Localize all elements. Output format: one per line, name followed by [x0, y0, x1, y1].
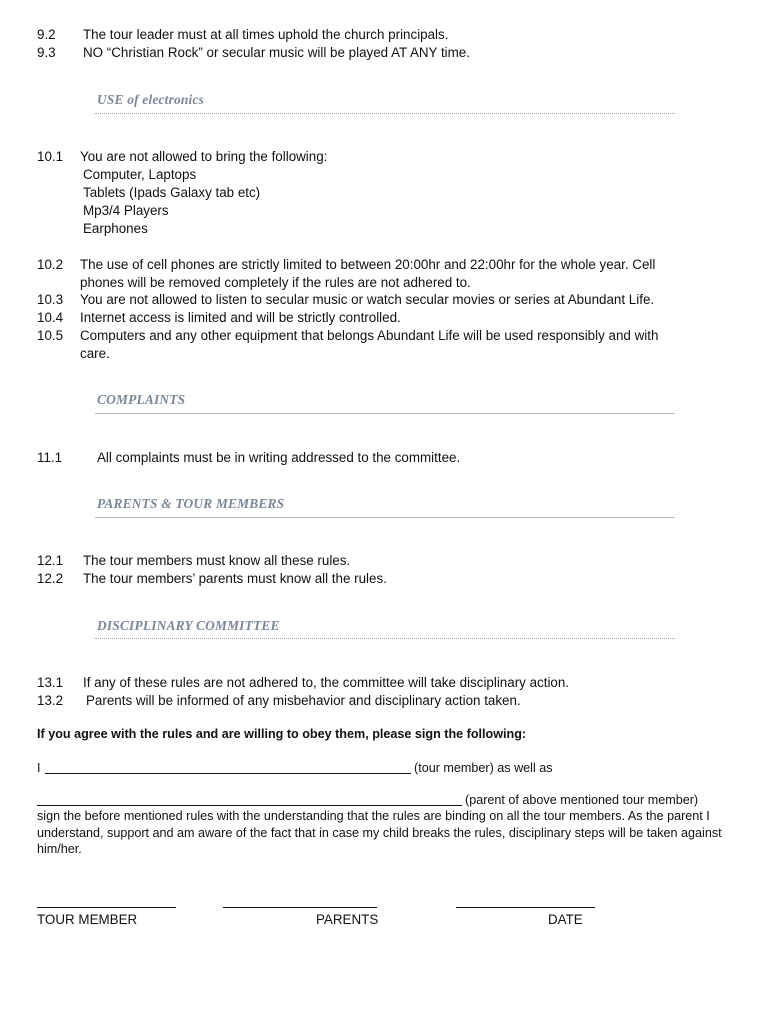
date-signature-line[interactable] [456, 907, 595, 908]
rule-number-13-1: 13.1 [37, 675, 64, 690]
section-heading-electronics: USE of electronics [97, 92, 204, 107]
rule-number-12-1: 12.1 [37, 553, 64, 568]
rule-text-10-4: Internet access is limited and will be strictly controlled. [80, 310, 401, 325]
section-divider-disciplinary [95, 638, 675, 639]
rule-number-10-1: 10.1 [37, 149, 64, 164]
list-item-tablets: Tablets (Ipads Galaxy tab etc) [83, 185, 261, 200]
rule-text-9-2: The tour leader must at all times uphold the church principals. [83, 27, 449, 42]
rule-number-10-3: 10.3 [37, 292, 64, 307]
rule-text-10-2-line2: phones will be removed completely if the rules are not adhered to. [80, 275, 471, 290]
rule-number-9-3: 9.3 [37, 45, 56, 60]
parent-name-line[interactable] [37, 805, 462, 806]
rule-text-12-1: The tour members must know all these rules. [83, 553, 351, 568]
rule-number-10-5: 10.5 [37, 328, 64, 343]
rule-text-9-3: NO “Christian Rock” or secular music will be played AT ANY time. [83, 45, 470, 60]
parents-label: PARENTS [316, 912, 379, 927]
agreement-paragraph: sign the before mentioned rules with the understanding that the rules are binding on all the tour members. As the parent I understand, support and am aware of the fact that in case my child breaks the rules, disciplinary steps will be taken against him/her. [37, 809, 722, 856]
parents-signature-line[interactable] [223, 907, 377, 908]
rule-text-10-1: You are not allowed to bring the following: [80, 149, 328, 164]
tour-member-label: TOUR MEMBER [37, 912, 138, 927]
rule-number-13-2: 13.2 [37, 693, 64, 708]
rule-number-12-2: 12.2 [37, 571, 64, 586]
tour-member-signature-line[interactable] [37, 907, 176, 908]
rule-text-11-1: All complaints must be in writing addressed to the committee. [97, 450, 461, 465]
list-item-earphones: Earphones [83, 221, 148, 236]
rule-text-13-1: If any of these rules are not adhered to, the committee will take disciplinary action. [83, 675, 570, 690]
section-heading-parents: PARENTS & TOUR MEMBERS [97, 496, 285, 511]
section-divider-parents [95, 517, 675, 518]
section-heading-disciplinary: DISCIPLINARY COMMITTEE [97, 618, 280, 633]
list-item-mp3: Mp3/4 Players [83, 203, 169, 218]
rule-text-10-5-line1: Computers and any other equipment that belongs Abundant Life will be used responsibly and with [80, 328, 659, 343]
date-label: DATE [548, 912, 583, 927]
rule-number-10-2: 10.2 [37, 257, 64, 272]
tour-member-suffix: (tour member) as well as [414, 761, 553, 775]
rule-number-9-2: 9.2 [37, 27, 56, 42]
section-divider-electronics [95, 113, 675, 114]
rule-text-12-2: The tour members’ parents must know all the rules. [83, 571, 387, 586]
rule-text-10-5-line2: care. [80, 346, 110, 361]
agreement-intro: If you agree with the rules and are willing to obey them, please sign the following: [37, 727, 527, 741]
parent-suffix: (parent of above mentioned tour member) [465, 793, 699, 807]
section-heading-complaints: COMPLAINTS [97, 392, 186, 407]
list-item-computer: Computer, Laptops [83, 167, 197, 182]
rule-text-10-3: You are not allowed to listen to secular music or watch secular movies or series at Abundant Life. [80, 292, 655, 307]
rule-number-10-4: 10.4 [37, 310, 64, 325]
rule-text-13-2: Parents will be informed of any misbehavior and disciplinary action taken. [86, 693, 521, 708]
agreement-i-label: I [37, 761, 41, 775]
tour-member-name-line[interactable] [45, 773, 411, 774]
section-divider-complaints [95, 413, 675, 414]
rule-number-11-1: 11.1 [37, 450, 63, 465]
rule-text-10-2-line1: The use of cell phones are strictly limited to between 20:00hr and 22:00hr for the whole year. Cell [80, 257, 656, 272]
